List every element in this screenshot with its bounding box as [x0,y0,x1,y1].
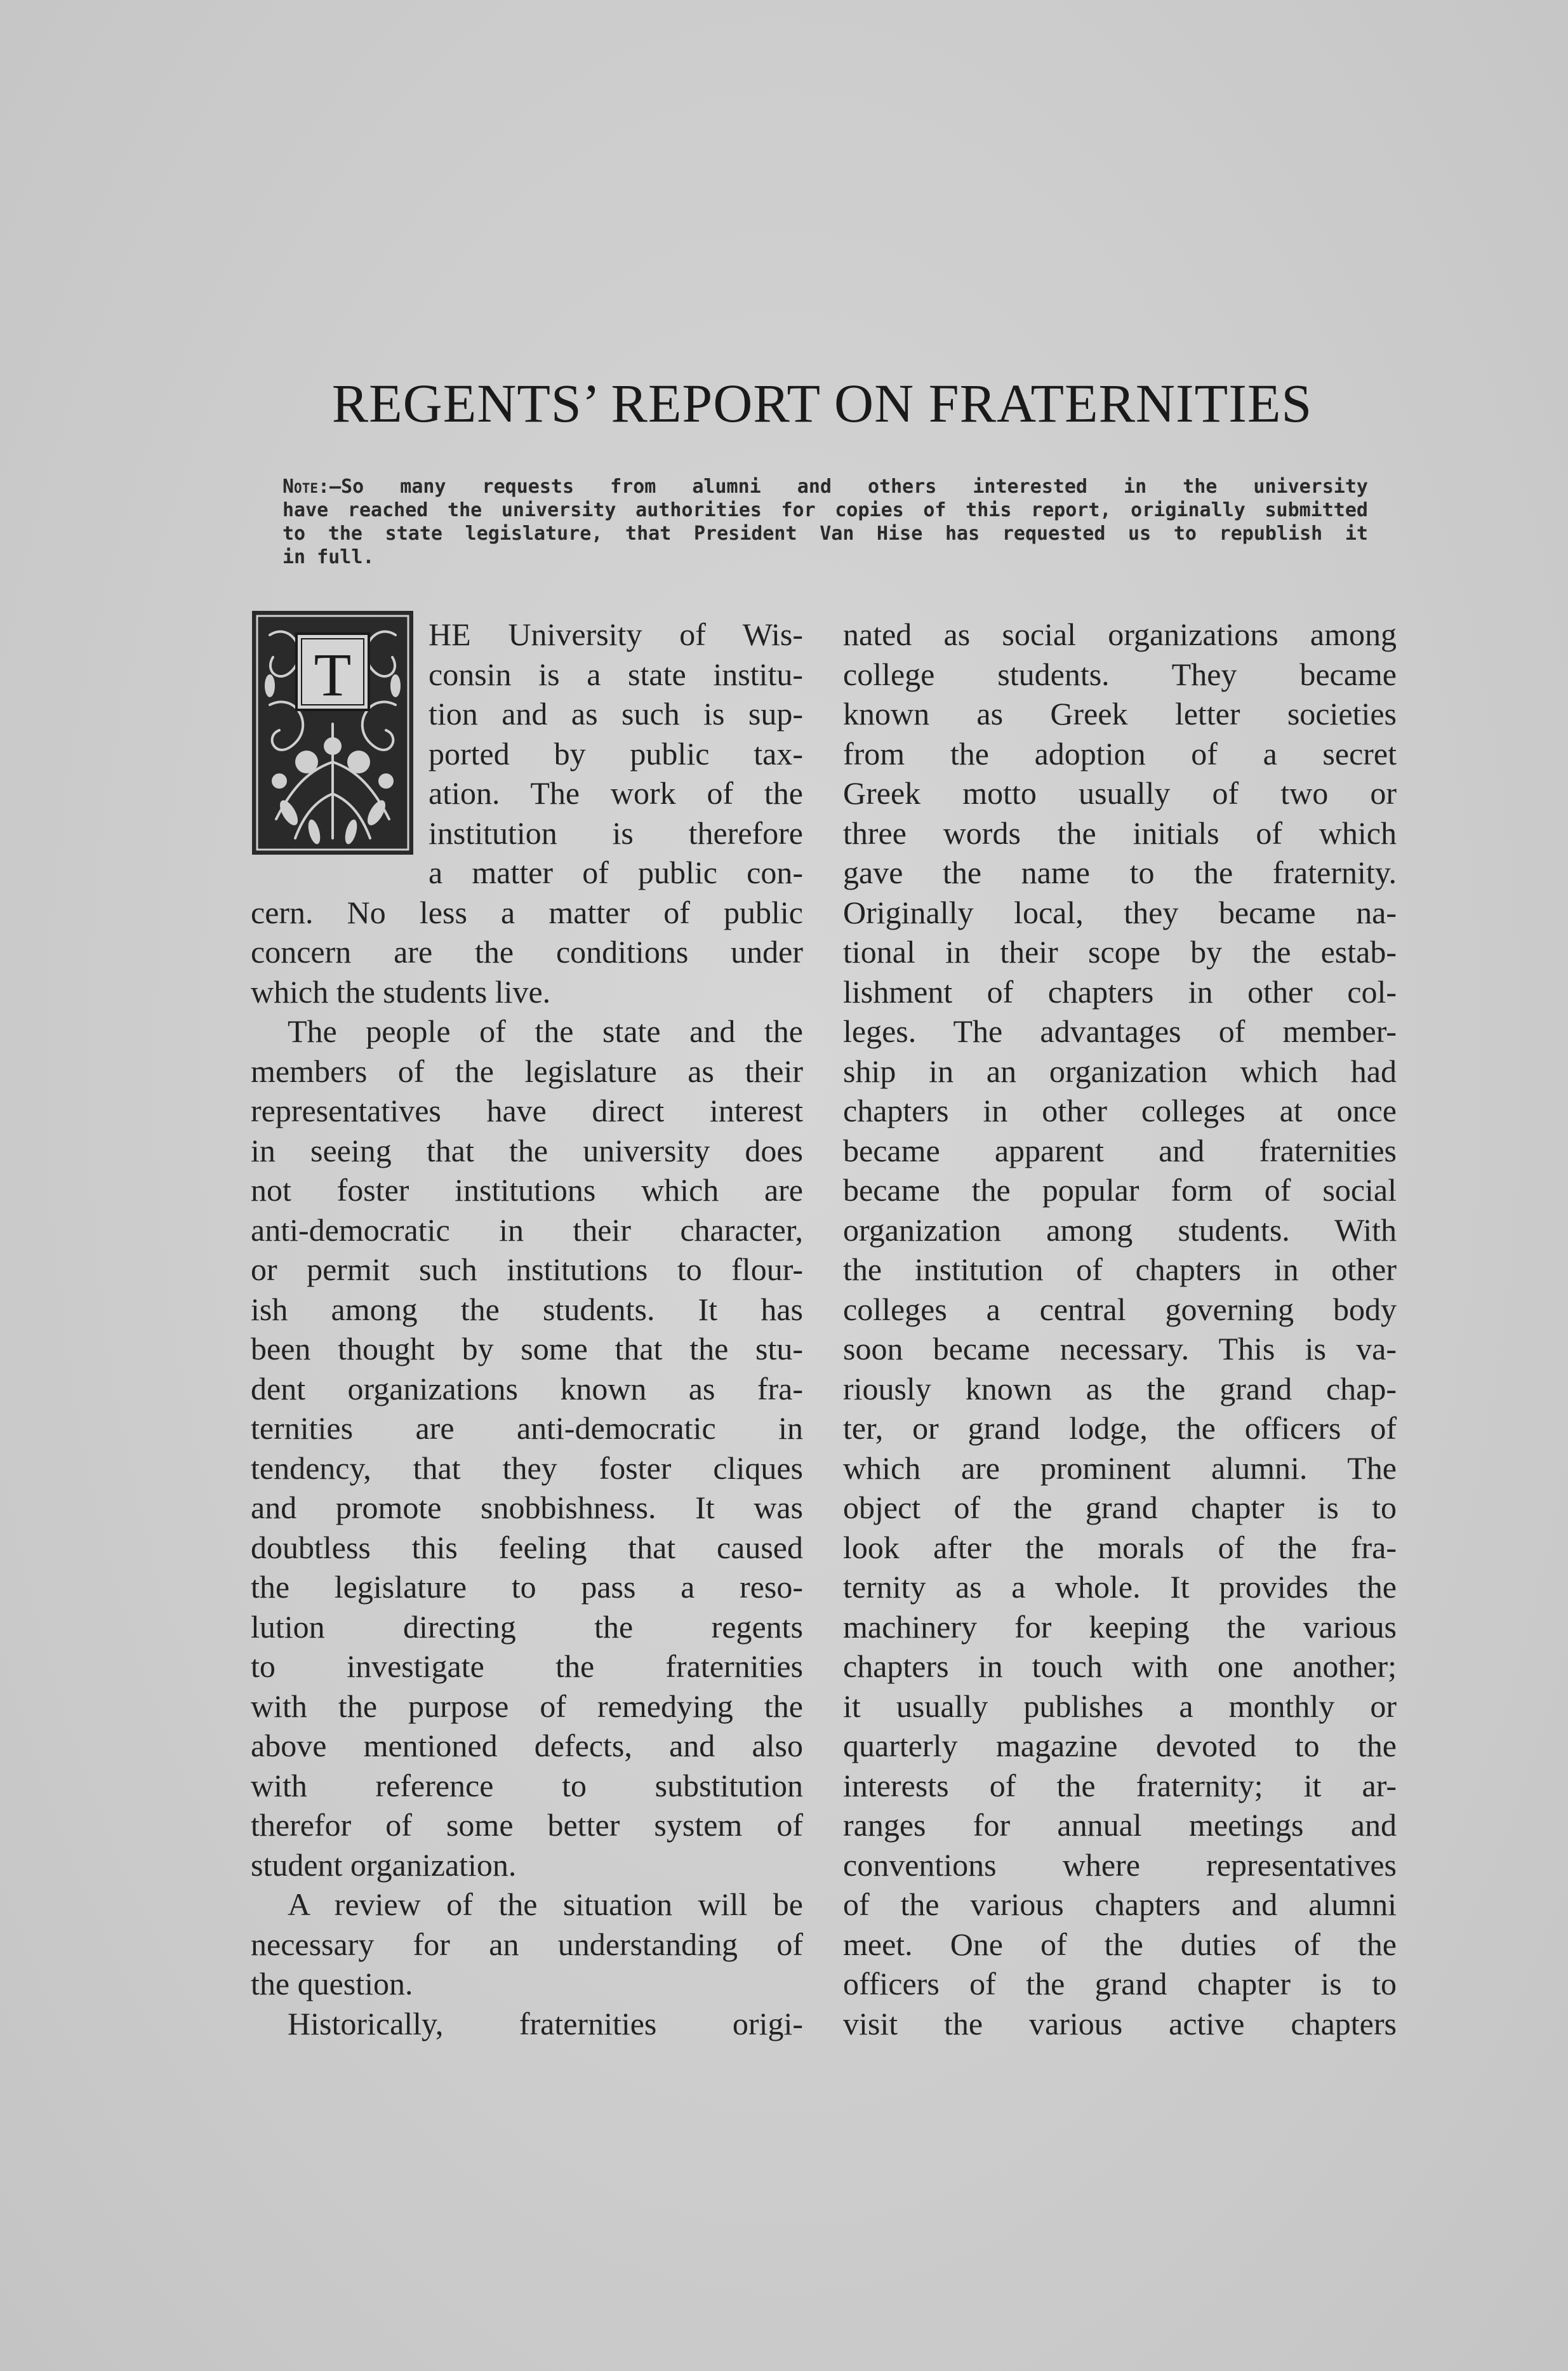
body-line: cern. No less a matter of public [251,894,803,930]
editor-note [282,475,1368,569]
page-title: REGENTS’ REPORT ON FRATERNITIES [331,373,1313,434]
body-line: above mentioned defects, and also [251,1728,803,1763]
body-line: and promote snobbishness. It was [251,1490,803,1525]
body-line: tendency, that they foster cliques [251,1450,803,1486]
body-line: of the various chapters and alumni [843,1887,1397,1922]
body-line: which are prominent alumni. The [843,1450,1397,1486]
body-line: chapters in other colleges at once [843,1093,1397,1128]
body-line: consin is a state institu- [429,656,803,692]
body-line: lution directing the regents [251,1608,803,1645]
note-line [282,475,1368,498]
body-line: meet. One of the duties of the [843,1926,1397,1962]
body-line: three words the initials of which [843,815,1397,851]
body-line: chapters in touch with one another; [843,1648,1397,1684]
body-line: known as Greek letter societies [843,696,1397,731]
body-line: the legislature to pass a reso- [251,1569,803,1605]
body-line: organization among students. With [843,1212,1397,1248]
body-line: with the purpose of remedying the [251,1688,803,1724]
body-line: to investigate the fraternities [251,1648,803,1684]
body-line: or permit such institutions to flour- [251,1252,803,1287]
body-line: concern are the conditions under [251,934,803,970]
body-line: dent organizations known as fra- [251,1370,803,1406]
note-label: Note [282,476,318,498]
body-line: ter, or grand lodge, the officers of [843,1410,1397,1446]
body-line: the institution of chapters in other [843,1252,1397,1287]
body-line: institution is therefore [429,815,803,851]
body-line: conventions where representatives [843,1847,1397,1883]
body-line: in seeing that the university does [251,1132,803,1168]
body-line: A review of the situation will be [288,1887,803,1922]
body-line: interests of the fraternity; it ar- [843,1767,1397,1803]
body-line: a matter of public con- [429,855,803,890]
note-line-text: :—So many requests from alumni and others interested in the university [318,476,1368,498]
body-line: lishment of chapters in other col- [843,973,1397,1010]
body-line: student organization. [251,1847,517,1883]
body-line: been thought by some that the stu- [251,1331,803,1366]
body-line: tional in their scope by the estab- [843,934,1397,970]
note-line: have reached the university authorities for copies of this report, originally submitted [282,499,1368,521]
body-line: gave the name to the fraternity. [843,855,1397,890]
body-line: Historically, fraternities origi- [288,2005,803,2041]
body-line: colleges a central governing body [843,1291,1397,1327]
body-line: officers of the grand chapter is to [843,1966,1397,2001]
body-line: riously known as the grand chap- [843,1370,1397,1406]
body-line: ation. The work of the [429,775,803,811]
body-line: ternity as a whole. It provides the [843,1569,1397,1605]
note-line: to the state legislature, that President Van Hise has requested us to republish it [282,523,1368,545]
body-line: therefor of some better system of [251,1807,803,1843]
drop-cap-letter: T [314,641,352,709]
body-line: members of the legislature as their [251,1053,803,1089]
body-line: which the students live. [251,973,551,1010]
body-line: became apparent and fraternities [843,1132,1397,1168]
body-line: The people of the state and the [288,1013,803,1049]
body-line: ported by public tax- [429,735,803,771]
body-line: machinery for keeping the various [843,1608,1397,1645]
body-line: necessary for an understanding of [251,1926,803,1962]
body-line: HE University of Wis- [429,617,803,652]
body-line: visit the various active chapters [843,2005,1397,2041]
body-line: ish among the students. It has [251,1291,803,1327]
body-line: Originally local, they became na- [843,894,1397,930]
body-line: ranges for annual meetings and [843,1807,1397,1843]
body-line: leges. The advantages of member- [843,1013,1397,1049]
body-line: anti-democratic in their character, [251,1212,803,1248]
note-line: in full. [282,546,375,568]
body-line: ship in an organization which had [843,1053,1397,1089]
body-line: object of the grand chapter is to [843,1490,1397,1525]
right-column [843,615,1397,2043]
body-line: tion and as such is sup- [429,696,803,731]
body-line: it usually publishes a monthly or [843,1688,1397,1724]
body-line: ternities are anti-democratic in [251,1410,803,1446]
body-line: college students. They became [843,656,1397,692]
body-line: from the adoption of a secret [843,735,1397,771]
body-line: soon became necessary. This is va- [843,1331,1397,1366]
body-line: not foster institutions which are [251,1172,803,1208]
left-column [251,615,803,2043]
body-line: Greek motto usually of two or [843,775,1397,811]
body-line: look after the morals of the fra- [843,1529,1397,1565]
body-line: became the popular form of social [843,1172,1397,1208]
body-line: quarterly magazine devoted to the [843,1728,1397,1763]
body-line: nated as social organizations among [843,617,1397,652]
body-line: representatives have direct interest [251,1093,803,1128]
body-line: with reference to substitution [251,1767,803,1803]
body-line: doubtless this feeling that caused [251,1529,803,1565]
body-line: the question. [251,1966,413,2001]
